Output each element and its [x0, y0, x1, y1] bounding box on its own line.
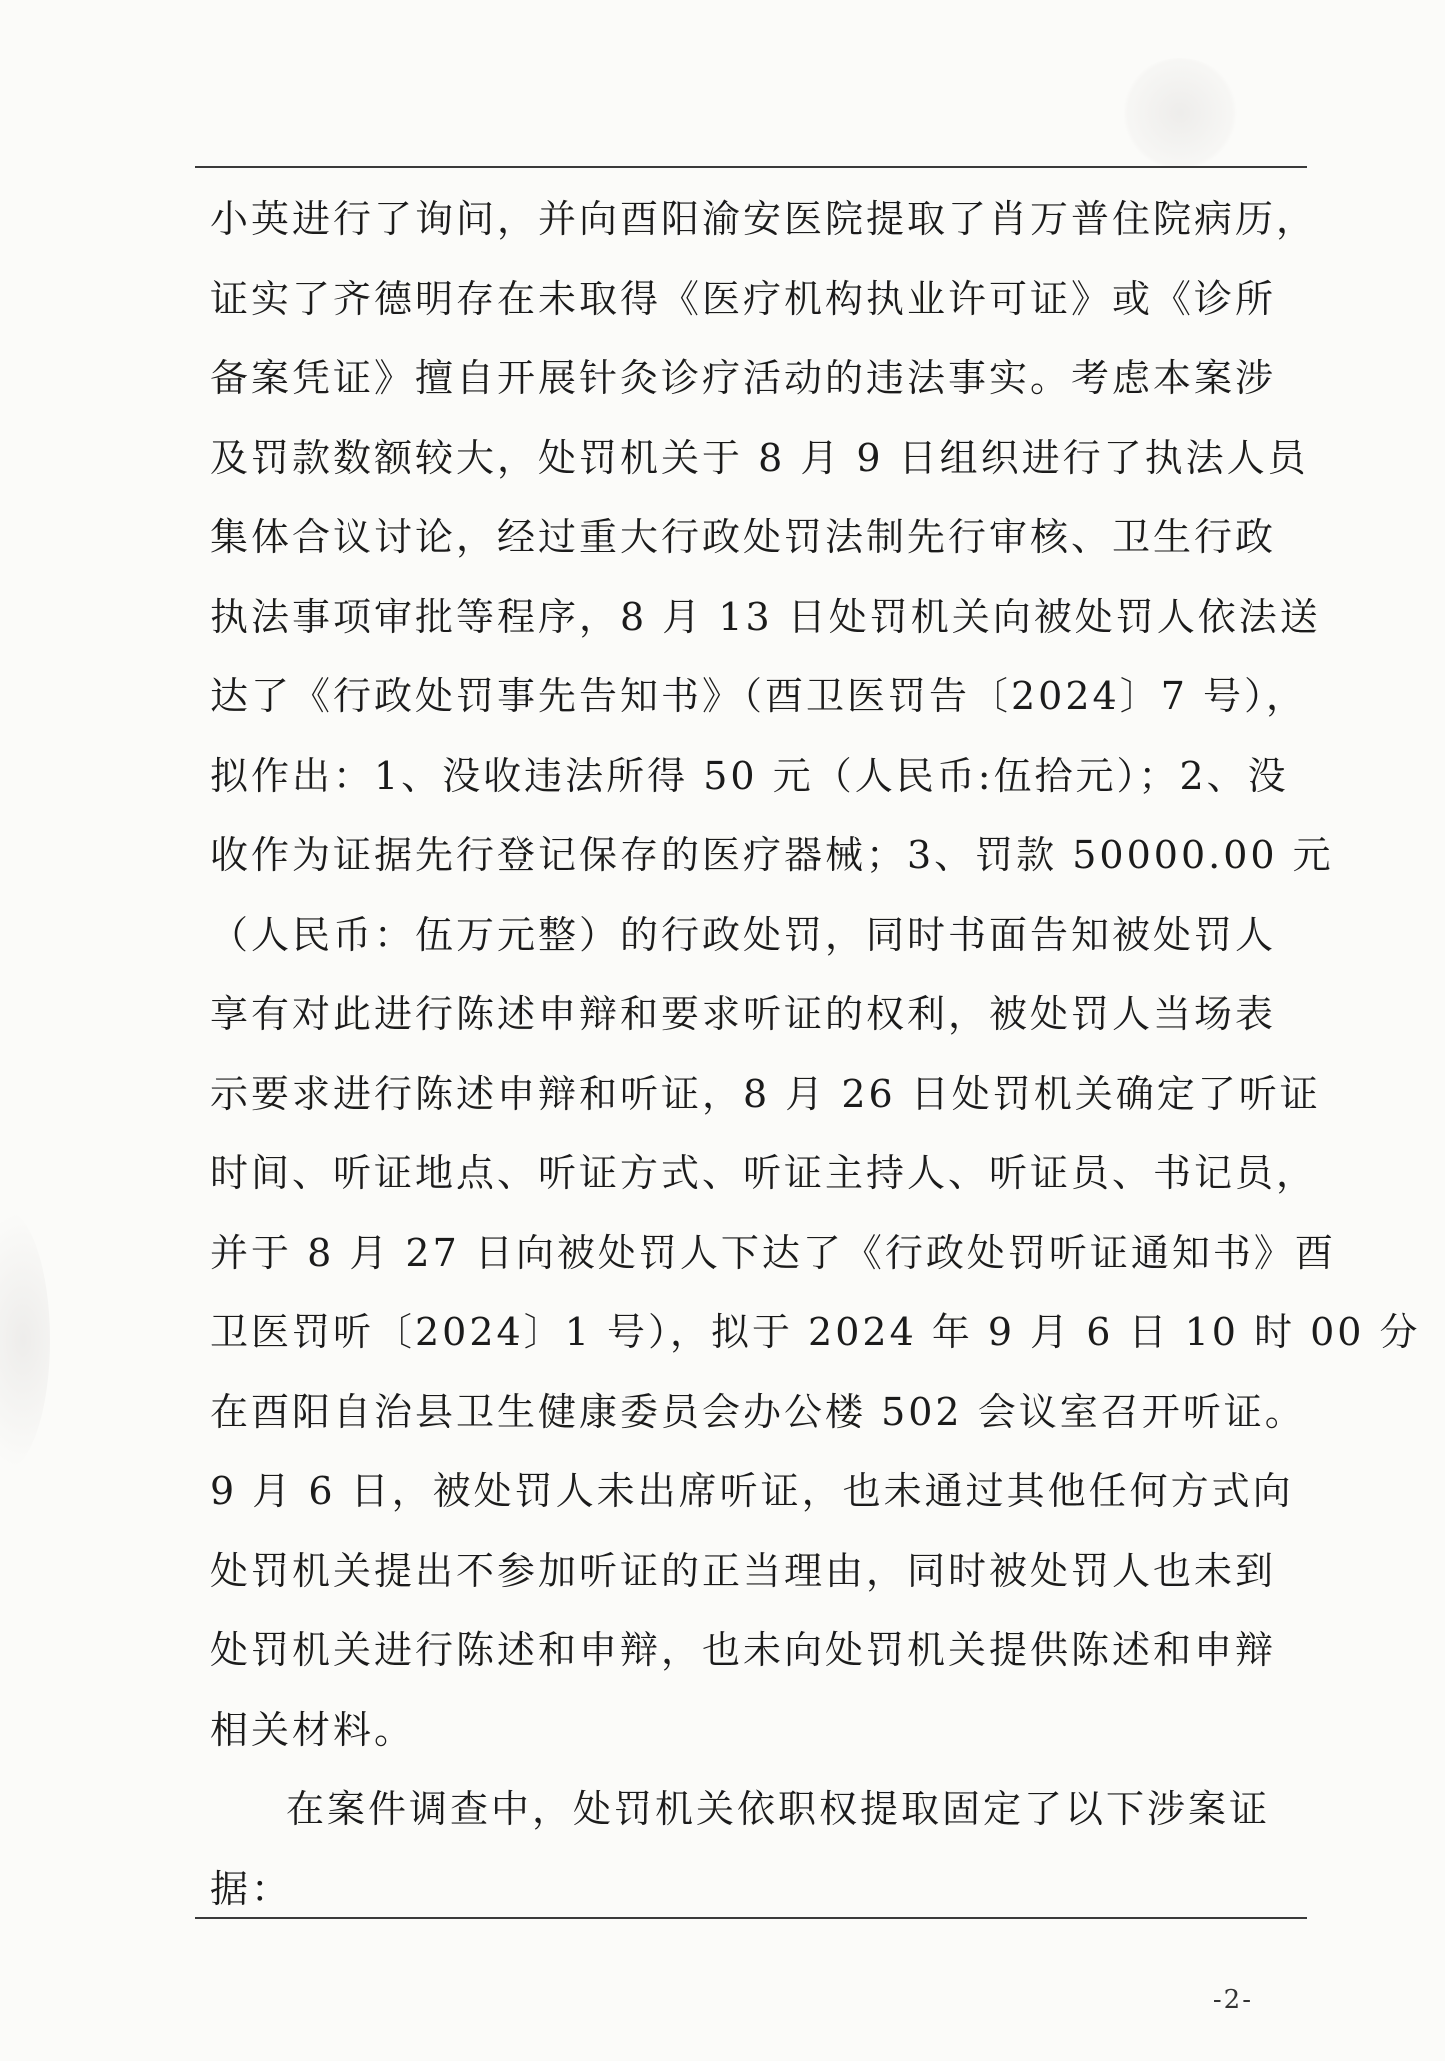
body-line-3: 备案凭证》擅自开展针灸诊疗活动的违法事实。考虑本案涉	[210, 356, 1277, 400]
body-line-18: 处罚机关提出不参加听证的正当理由，同时被处罚人也未到	[210, 1548, 1277, 1593]
body-line-12: 示要求进行陈述申辩和听证，8 月 26 日处罚机关确定了听证	[210, 1071, 1321, 1116]
body-line-20: 相关材料。	[210, 1707, 416, 1752]
page-number: -2-	[1212, 1985, 1253, 2015]
body-line-4: 及罚款数额较大，处罚机关于 8 月 9 日组织进行了执法人员	[210, 435, 1309, 480]
seal-edge-mark	[0, 1210, 50, 1470]
body-line-1: 小英进行了询问，并向酉阳渝安医院提取了肖万普住院病历，	[210, 197, 1318, 241]
body-line-2: 证实了齐德明存在未取得《医疗机构执业许可证》或《诊所	[210, 276, 1277, 321]
body-line-17: 9 月 6 日，被处罚人未出席听证，也未通过其他任何方式向	[210, 1469, 1294, 1513]
body-line-22: 据：	[210, 1866, 293, 1911]
official-seal-mark	[1120, 58, 1240, 168]
body-line-6: 执法事项审批等程序，8 月 13 日处罚机关向被处罚人依法送	[210, 594, 1321, 639]
body-line-15: 卫医罚听〔2024〕1 号），拟于 2024 年 9 月 6 日 10 时 00 分	[210, 1310, 1421, 1354]
body-line-5: 集体合议讨论，经过重大行政处罚法制先行审核、卫生行政	[210, 515, 1277, 559]
body-line-13: 时间、听证地点、听证方式、听证主持人、听证员、书记员，	[210, 1151, 1318, 1195]
document-body	[210, 180, 1421, 1929]
body-line-10: （人民币：伍万元整）的行政处罚，同时书面告知被处罚人	[210, 912, 1277, 957]
body-line-8: 拟作出：1、没收违法所得 50 元（人民币:伍拾元）；2、没	[210, 753, 1289, 798]
top-rule	[195, 166, 1307, 168]
body-line-14: 并于 8 月 27 日向被处罚人下达了《行政处罚听证通知书》酉	[210, 1230, 1336, 1275]
body-line-16: 在酉阳自治县卫生健康委员会办公楼 502 会议室召开听证。	[210, 1389, 1306, 1434]
body-line-7: 达了《行政处罚事先告知书》（酉卫医罚告〔2024〕7 号），	[210, 674, 1307, 718]
body-line-11: 享有对此进行陈述申辩和要求听证的权利，被处罚人当场表	[210, 992, 1277, 1036]
body-line-21: 在案件调查中，处罚机关依职权提取固定了以下涉案证	[286, 1787, 1271, 1831]
bottom-rule	[195, 1917, 1307, 1919]
body-line-19: 处罚机关进行陈述和申辩，也未向处罚机关提供陈述和申辩	[210, 1628, 1277, 1672]
body-line-9: 收作为证据先行登记保存的医疗器械；3、罚款 50000.00 元	[210, 833, 1334, 877]
